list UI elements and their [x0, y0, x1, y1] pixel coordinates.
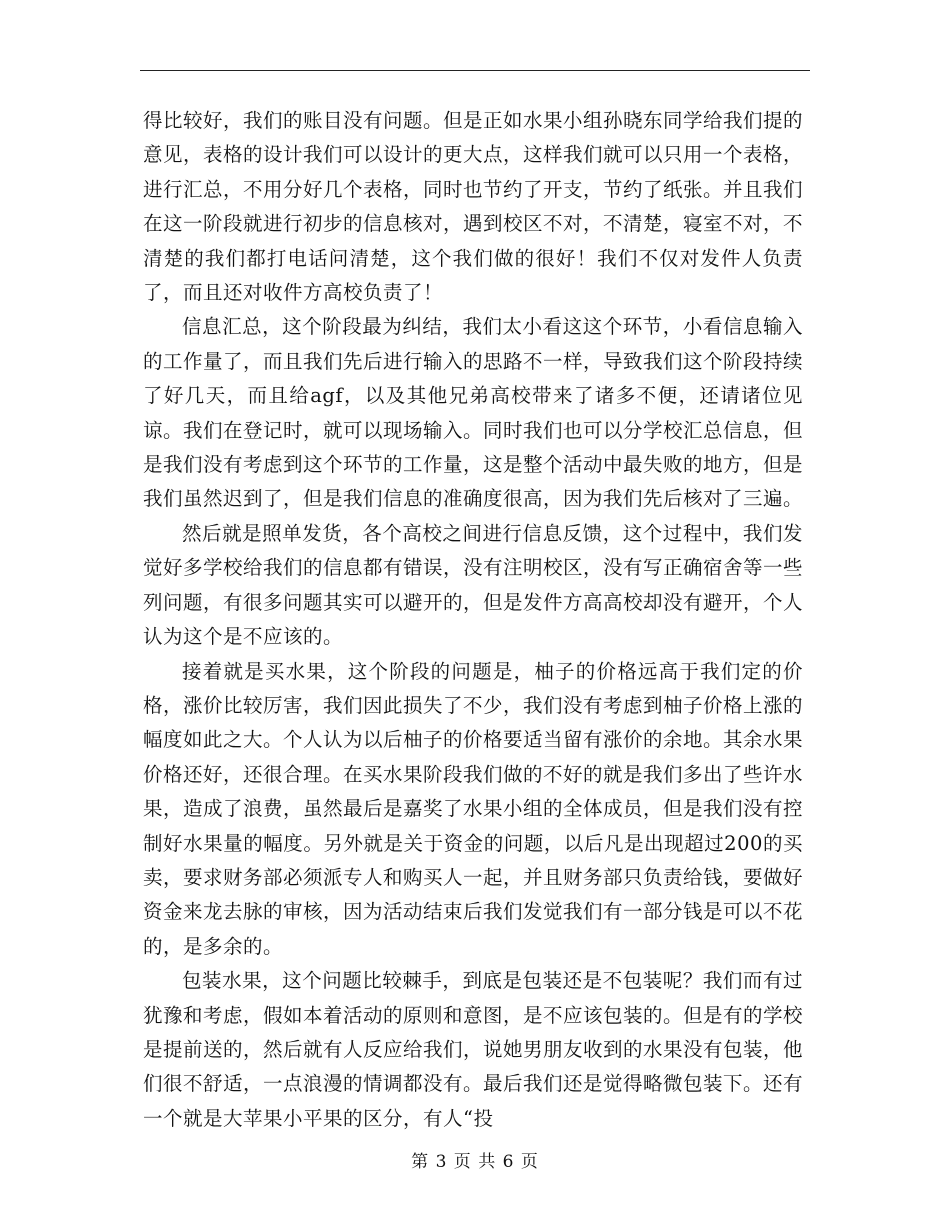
page-number-footer: 第 3 页 共 6 页 [411, 1152, 539, 1172]
paragraph-5: 包装水果，这个问题比较棘手，到底是包装还是不包装呢？我们而有过犹豫和考虑，假如本着活动的原则和意图，是不应该包装的。但是有的学校是提前送的，然后就有人反应给我们，说她男朋友收到的水果没有包装，他们很不舒适，一点浪漫的情调都没有。最后我们还是觉得略微包装下。还有一个就是大苹果小平果的区分，有人“投 [143, 969, 804, 1130]
document-body [143, 104, 803, 1136]
header-rule [140, 70, 810, 71]
paragraph-2: 信息汇总，这个阶段最为纠结，我们太小看这这个环节，小看信息输入的工作量了，而且我们先后进行输入的思路不一样，导致我们这个阶段持续了好几天，而且给agf，以及其他兄弟高校带来了诸多不便，还请诸位见谅。我们在登记时，就可以现场输入。同时我们也可以分学校汇总信息，但是我们没有考虑到这个环节的工作量，这是整个活动中最失败的地方，但是我们虽然迟到了，但是我们信息的准确度很高，因为我们先后核对了三遍。 [143, 315, 804, 511]
paragraph-3: 然后就是照单发货，各个高校之间进行信息反馈，这个过程中，我们发觉好多学校给我们的信息都有错误，没有注明校区，没有写正确宿舍等一些列问题，有很多问题其实可以避开的，但是发件方高高校却没有避开，个人认为这个是不应该的。 [143, 521, 804, 649]
paragraph-4: 接着就是买水果，这个阶段的问题是，柚子的价格远高于我们定的价格，涨价比较厉害，我们因此损失了不少，我们没有考虑到柚子价格上涨的幅度如此之大。个人认为以后柚子的价格要适当留有涨价的余地。其余水果价格还好，还很合理。在买水果阶段我们做的不好的就是我们多出了些许水果，造成了浪费，虽然最后是嘉奖了水果小组的全体成员，但是我们没有控制好水果量的幅度。另外就是关于资金的问题，以后凡是出现超过200的买卖，要求财务部必须派专人和购买人一起，并且财务部只负责给钱，要做好资金来龙去脉的审核，因为活动结束后我们发觉我们有一部分钱是可以不花的，是多余的。 [143, 659, 804, 958]
paragraph-1: 得比较好，我们的账目没有问题。但是正如水果小组孙晓东同学给我们提的意见，表格的设计我们可以设计的更大点，这样我们就可以只用一个表格，进行汇总，不用分好几个表格，同时也节约了开支，节约了纸张。并且我们在这一阶段就进行初步的信息核对，遇到校区不对，不清楚，寝室不对，不清楚的我们都打电话问清楚，这个我们做的很好！我们不仅对发件人负责了，而且还对收件方高校负责了！ [143, 109, 804, 305]
